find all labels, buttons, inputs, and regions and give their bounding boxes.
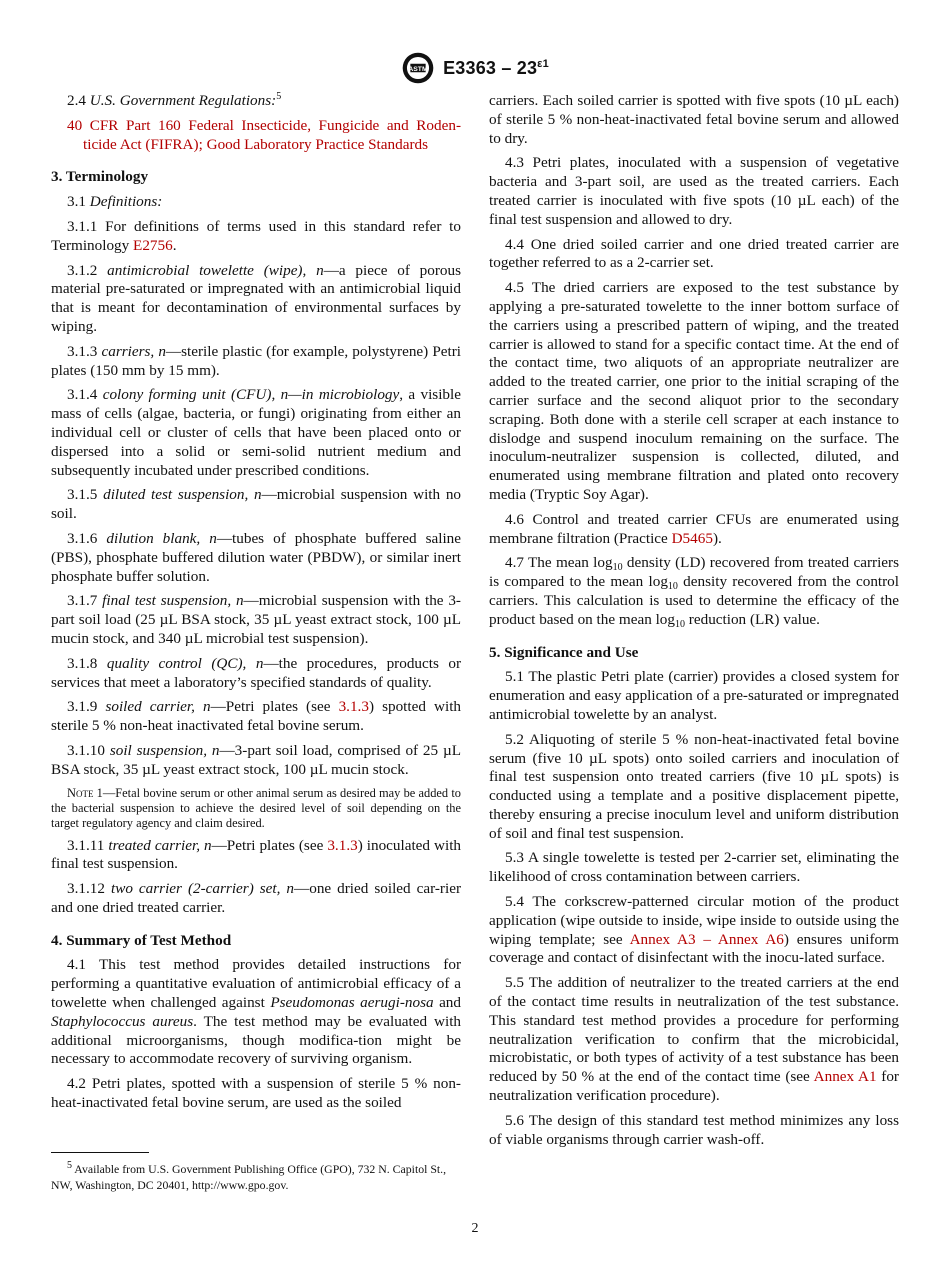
section-3-1-6: 3.1.6 dilution blank, n—tubes of phosphate buffered saline (PBS), phosphate buffered dilution water (PBDW), or similar inert phosphate buffer solution. (51, 529, 461, 585)
section-4-4: 4.4 One dried soiled carrier and one dried treated carrier are together referred to as a 2-carrier set. (489, 235, 899, 272)
heading-summary: 4. Summary of Test Method (51, 931, 232, 949)
section-5-4: 5.4 The corkscrew-patterned circular motion of the product application (wipe outside to inside, wipe inside to outside using the wiping template; see Annex A3 – Annex A6) ensures uniform coverage and contact of disinfectant with the inocu-lated surface. (489, 893, 899, 967)
svg-text:ASTM: ASTM (408, 65, 428, 73)
section-4-7: 4.7 The mean $\log_{10}$ density (LD) recovered from treated carriers is compared to the mean $\log_{10}$ density recovered from the control carriers. This calculation is used to determine the efficacy of the product based on the mean $\log_{10}$ reduction (LR) value. (489, 554, 899, 630)
section-4-6: 4.6 Control and treated carrier CFUs are enumerated using membrane filtration (Practice D5465). (489, 510, 899, 547)
e2756-link[interactable]: E2756 (133, 236, 173, 254)
section-3-1-3: 3.1.3 carriers, n—sterile plastic (for example, polystyrene) Petri plates (150 mm by 15 mm). (51, 342, 462, 379)
section-5-5: 5.5 The addition of neutralizer to the treated carriers at the end of the contact time results in neutralization of the test substance. This standard test method provides a procedure for performing neutralization verification to confirm that the microbicidal, microbistatic, or both types of activity of a test substance has been reduced by 50 % at the end of the contact time (see Annex A1 for neutralization verification procedure). (489, 974, 899, 1105)
footnote-5: $^5$ Available from U.S. Government Publishing Office (GPO), 732 N. Capitol St., NW, Washington, DC 20401, http://www.gpo.gov. (51, 1160, 447, 1192)
section-5-2: 5.2 Aliquoting of sterile 5 % non-heat-inactivated fetal bovine serum (five 10 µL spots) onto soiled carriers and inoculation of final test suspension onto treated carriers (five 10 µL spots) is conducted using a template and a positive displacement pipette, thereby ensuring a precise inoculum level and uniform distribution of soil and final test suspension. (489, 730, 899, 842)
heading-significance: 5. Significance and Use (489, 643, 639, 661)
left-column (51, 92, 461, 1119)
section-4-2-continued: carriers. Each soiled carrier is spotted with five spots (10 µL each) of sterile 5 % non-heat-inactivated fetal bovine serum and allowed to dry. (489, 92, 899, 147)
section-4-5: 4.5 The dried carriers are exposed to the test substance by applying a pre-saturated towelette to the inner bottom surface of the carriers using a prescribed pattern of wiping, and the treated carrier is allowed to stand for a specific contact time. At the end of the contact time, two aliquots of an appropriate neutralizer are added to the treated carrier, one prior to the initial scraping of the carrier surface and the second aliquot prior to the secondary scraping. Both done with a sterile cell scraper at each instance to dislodge and suspend inoculum remaining on the surface. The inoculum-neutralizer suspension is collected, diluted, and enumerated using membrane filtration and plated onto recovery media (Tryptic Soy Agar). (489, 279, 899, 503)
ref-3-1-3-link-2[interactable]: 3.1.3 (327, 836, 358, 854)
footnote-divider (51, 1152, 149, 1153)
section-4-1: 4.1 This test method provides detailed instructions for performing a quantitative evaluation of antimicrobial efficacy of a towelette when challenged against Pseudomonas aerugi-nosa and Staphylococcus aureus. The test method may be evaluated with additional microorganisms, though modifica-tion might be necessary to accommodate recovery of surviving organism. (51, 956, 462, 1068)
section-3-1-5: 3.1.5 diluted test suspension, n—microbial suspension with no soil. (51, 486, 462, 523)
ref-3-1-3-link[interactable]: 3.1.3 (338, 698, 369, 716)
section-4-3: 4.3 Petri plates, inoculated with a suspension of vegetative bacteria and 3-part soil, are used as the treated carriers. Each treated carrier is inoculated with five spots (10 µL each) of the final test suspension and allowed to dry. (489, 154, 899, 228)
section-5-6: 5.6 The design of this standard test method minimizes any loss of viable organisms through carrier wash-off. (489, 1111, 899, 1148)
section-3-1-2: 3.1.2 antimicrobial towelette (wipe), n—a piece of porous material pre-saturated or impregnated with an antimicrobial liquid that is meant for decontamination of environmental surfaces by wiping. (51, 261, 462, 335)
annex-a1-link[interactable]: Annex A1 (813, 1068, 877, 1086)
astm-logo-icon (401, 51, 435, 85)
document-designation: $E3363 - 23^{\varepsilon 1}$ (443, 57, 549, 78)
note-1: Note 1—Fetal bovine serum or other animal serum as desired may be added to the bacterial suspension to achieve the desired level of soil depending on the target regulatory agency and claim desired. (51, 785, 461, 830)
section-5-1: 5.1 The plastic Petri plate (carrier) provides a closed system for enumeration and easy application of a pre-saturated or impregnated antimicrobial towelette by an analyst. (489, 668, 899, 723)
section-4-2: 4.2 Petri plates, spotted with a suspension of sterile 5 % non-heat-inactivated fetal bovine serum, are used as the soiled (51, 1075, 461, 1112)
cfr-link[interactable]: 40 CFR Part 160 (67, 116, 181, 134)
d5465-link[interactable]: D5465 (671, 529, 713, 547)
section-2-4: 2.4 U.S. Government Regulations:$^5$ (67, 90, 282, 109)
right-column (489, 92, 899, 1155)
section-3-1-12: 3.1.12 two carrier (2-carrier) set, n—one dried soiled car-rier and one dried treated carrier. (51, 880, 462, 916)
section-3-1-7: 3.1.7 final test suspension, n—microbial suspension with the 3-part soil load (25 µL BSA stock, 35 µL yeast extract stock, 100 µL mucin stock, and 340 µL microbial test suspension). (51, 592, 461, 647)
section-3-1-1: 3.1.1 For definitions of terms used in this standard refer to Terminology E2756. (51, 217, 461, 254)
section-3-1-10: 3.1.10 soil suspension, n—3-part soil load, comprised of 25 µL BSA stock, 35 µL yeast extract stock, 100 µL mucin stock. (51, 741, 461, 778)
section-2-4-reference (67, 117, 461, 155)
page-number: 2 (471, 1221, 479, 1236)
annex-a3-a6-link[interactable]: Annex A3 – Annex A6 (629, 930, 784, 948)
section-5-3: 5.3 A single towelette is tested per 2-carrier set, eliminating the likelihood of cross contamination between carriers. (489, 849, 899, 886)
section-3-1-9: 3.1.9 soiled carrier, n—Petri plates (see 3.1.3) spotted with sterile 5 % non-heat inactivated fetal bovine serum. (51, 698, 462, 735)
heading-terminology: 3. Terminology (51, 168, 149, 186)
section-3-1-8: 3.1.8 quality control (QC), n—the procedures, products or services that meet a laboratory’s specified standards of quality. (51, 654, 462, 691)
section-3-1-11: 3.1.11 treated carrier, n—Petri plates (see 3.1.3) inoculated with final test suspension. (51, 836, 462, 873)
fifra-link[interactable]: Federal Insecticide, Fungicide and Roden-ticide Act (FIFRA); Good Laboratory Practice Standards (83, 116, 462, 153)
page-header (0, 50, 950, 86)
section-3-1-4: 3.1.4 colony forming unit (CFU), n—in microbiology, a visible mass of cells (algae, bacteria, or fungi) originating from either an individual cell or cluster of cells that have been placed onto or dispersed into a solid or semi-solid nutrient medium and subsequently incubated under prescribed conditions. (51, 386, 461, 479)
epsilon-superscript: ε1 (537, 57, 549, 70)
section-3-1: 3.1 Definitions: (67, 193, 163, 211)
